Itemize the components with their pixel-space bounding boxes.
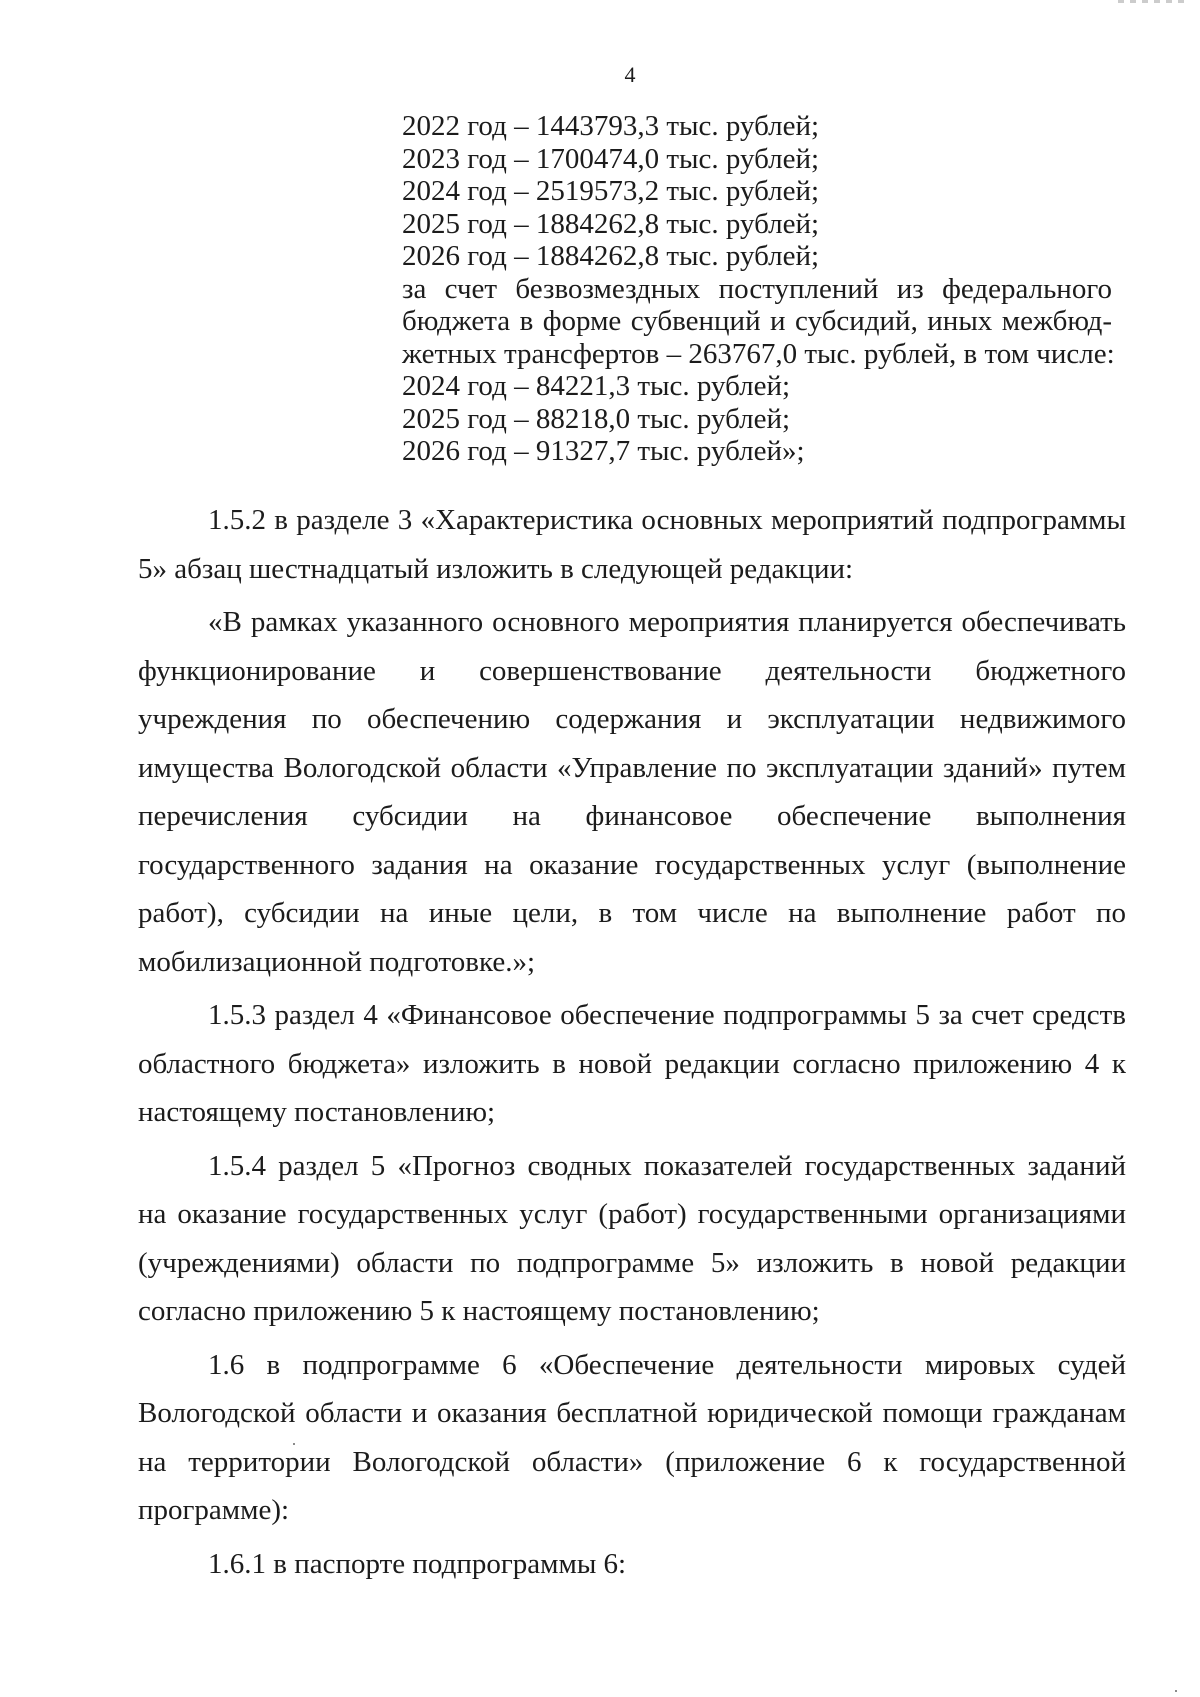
budget-line-2023: 2023 год – 1700474,0 тыс. рублей; — [402, 142, 820, 175]
federal-line-2025: 2025 год – 88218,0 тыс. рублей; — [402, 402, 791, 435]
paragraph-1-5-2: 1.5.2 в разделе 3 «Характеристика основных мероприятий подпрограммы 5» абзац шестнадцатый изложить в следующей редакции: — [138, 504, 1126, 585]
federal-funding-line-2: бюджета в форме субвенций и субсидий, иных межбюд- — [402, 305, 1112, 337]
scan-artifact — [1118, 0, 1188, 3]
document-body — [138, 496, 1126, 1588]
paragraph-1-6: 1.6 в подпрограмме 6 «Обеспечение деятельности мировых судей Вологодской области и оказания бесплатной юридической помощи гражданам на территории Вологодской области» (приложение 6 к государственной программе): — [138, 1348, 1126, 1526]
federal-line-2026: 2026 год – 91327,7 тыс. рублей»; — [402, 435, 805, 467]
paragraph-1-5-4: 1.5.4 раздел 5 «Прогноз сводных показателей государственных заданий на оказание государственных услуг (работ) государственными организациями (учреждениями) области по подпрограмме 5» изложить в новой редакции согласно приложению 5 к настоящему постановлению; — [138, 1149, 1126, 1327]
budget-line-2025: 2025 год – 1884262,8 тыс. рублей; — [402, 207, 820, 240]
budget-line-2022: 2022 год – 1443793,3 тыс. рублей; — [402, 110, 820, 142]
paragraph-1-6-1: 1.6.1 в паспорте подпрограммы 6: — [208, 1547, 627, 1580]
paragraph-quote: «В рамках указанного основного мероприятия планируется обеспечивать функционирование и совершенствование деятельности бюджетного учреждения по обеспечению содержания и эксплуатации недвижимого имущества Вологодской области «Управление по эксплуатации зданий» путем перечисления субсидии на финансовое обеспечение выполнения государственного задания на оказание государственных услуг (выполнение работ), субсидии на иные цели, в том числе на выполнение работ по мобилизационной подготовке.»; — [138, 606, 1126, 978]
federal-line-2024: 2024 год – 84221,3 тыс. рублей; — [402, 370, 791, 402]
budget-line-2024: 2024 год – 2519573,2 тыс. рублей; — [402, 175, 820, 207]
budget-line-2026: 2026 год – 1884262,8 тыс. рублей; — [402, 240, 820, 272]
federal-funding-line-1: за счет безвозмездных поступлений из федерального — [402, 272, 1112, 305]
scan-dot — [293, 1443, 295, 1445]
page-number: 4 — [624, 62, 636, 87]
federal-funding-line-3: жетных трансфертов – 263767,0 тыс. рублей, в том числе: — [402, 337, 1115, 370]
budget-block — [402, 110, 1115, 468]
paragraph-1-5-3: 1.5.3 раздел 4 «Финансовое обеспечение подпрограммы 5 за счет средств областного бюджета» изложить в новой редакции согласно приложению 4 к настоящему постановлению; — [138, 999, 1126, 1128]
scan-dot — [1175, 1690, 1177, 1692]
